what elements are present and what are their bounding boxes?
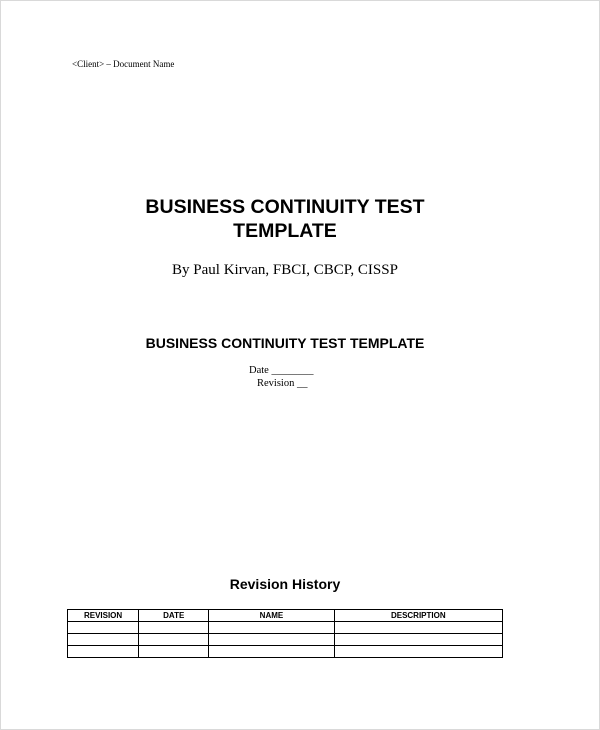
column-header-name: NAME — [209, 610, 334, 622]
table-cell — [209, 622, 334, 634]
revision-history-title: Revision History — [229, 576, 341, 592]
table-cell — [139, 622, 209, 634]
table-row — [68, 622, 503, 634]
table-cell — [68, 646, 139, 658]
table-cell — [68, 634, 139, 646]
table-cell — [334, 622, 502, 634]
column-header-revision: REVISION — [68, 610, 139, 622]
table-header-row — [68, 610, 503, 622]
revision-history-table — [67, 609, 503, 658]
revision-field: Revision __ — [257, 378, 308, 389]
main-title-line-1: BUSINESS CONTINUITY TEST — [145, 196, 425, 218]
table-cell — [139, 634, 209, 646]
table-cell — [209, 646, 334, 658]
main-title-line-2: TEMPLATE — [233, 220, 337, 242]
table-cell — [139, 646, 209, 658]
table-cell — [334, 646, 502, 658]
date-field: Date ________ — [249, 365, 314, 376]
table-cell — [209, 634, 334, 646]
table-row — [68, 646, 503, 658]
table-row — [68, 634, 503, 646]
document-subtitle: BUSINESS CONTINUITY TEST TEMPLATE — [145, 335, 425, 351]
document-header: <Client> – Document Name — [72, 59, 175, 69]
column-header-description: DESCRIPTION — [334, 610, 502, 622]
author-line: By Paul Kirvan, FBCI, CBCP, CISSP — [172, 262, 398, 278]
table-cell — [334, 634, 502, 646]
column-header-date: DATE — [139, 610, 209, 622]
table-cell — [68, 622, 139, 634]
